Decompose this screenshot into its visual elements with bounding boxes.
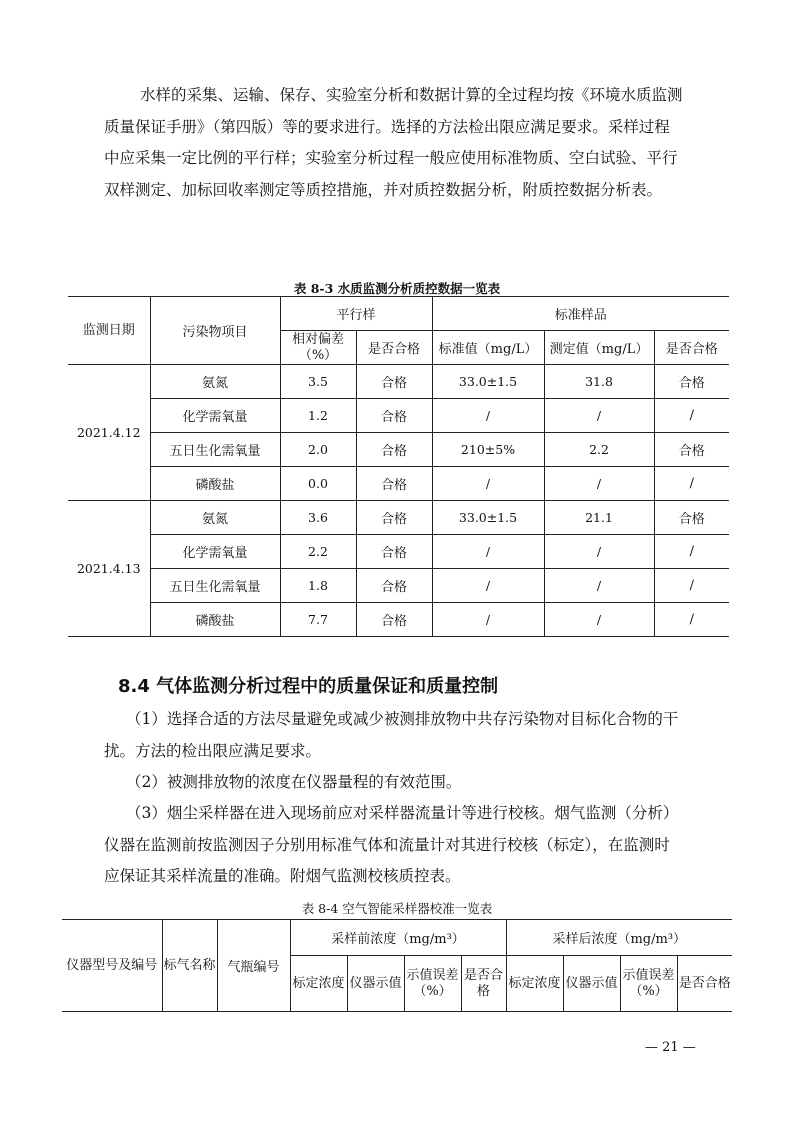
section-title: 8.4 气体监测分析过程中的质量保证和质量控制 bbox=[118, 676, 499, 697]
meas-cell: / bbox=[544, 603, 654, 637]
std-cell: / bbox=[432, 535, 544, 569]
section-item-3: （3）烟尘采样器在进入现场前应对采样器流量计等进行校核。烟气监测（分析）仪器在监测前按监测因子分别用标准气体和流量计对其进行校核（标定），在监测时应保证其采样流量的准确。附烟气监测校核质控表。 bbox=[104, 804, 679, 885]
table-row bbox=[68, 365, 729, 399]
item-cell: 氨氮 bbox=[150, 501, 280, 535]
meas-cell: / bbox=[544, 467, 654, 501]
item-cell: 磷酸盐 bbox=[150, 603, 280, 637]
header-pass: 是否合格 bbox=[677, 956, 732, 1012]
header-std-value: 标准值（mg/L） bbox=[432, 331, 544, 365]
table-row bbox=[68, 535, 729, 569]
pass1-cell: 合格 bbox=[356, 433, 432, 467]
table-row bbox=[68, 467, 729, 501]
dev-cell: 2.0 bbox=[280, 433, 356, 467]
pass1-cell: 合格 bbox=[356, 569, 432, 603]
std-cell: / bbox=[432, 467, 544, 501]
pass1-cell: 合格 bbox=[356, 365, 432, 399]
table-row bbox=[68, 501, 729, 535]
std-cell: 210±5% bbox=[432, 433, 544, 467]
header-std-conc: 标定浓度 bbox=[506, 956, 563, 1012]
dev-cell: 3.6 bbox=[280, 501, 356, 535]
pass2-cell: 合格 bbox=[654, 501, 729, 535]
std-cell: / bbox=[432, 399, 544, 433]
header-pass2: 是否合格 bbox=[654, 331, 729, 365]
std-cell: / bbox=[432, 603, 544, 637]
table1-caption: 表 8-3 水质监测分析质控数据一览表 bbox=[293, 281, 501, 296]
meas-cell: 31.8 bbox=[544, 365, 654, 399]
meas-cell: / bbox=[544, 569, 654, 603]
dev-cell: 3.5 bbox=[280, 365, 356, 399]
meas-cell: 2.2 bbox=[544, 433, 654, 467]
header-error: 示值误差（%） bbox=[620, 956, 677, 1012]
pass2-cell: 合格 bbox=[654, 365, 729, 399]
header-std-conc: 标定浓度 bbox=[290, 956, 347, 1012]
header-rel-dev: 相对偏差（%） bbox=[280, 331, 356, 365]
item-cell: 五日生化需氧量 bbox=[150, 433, 280, 467]
dev-cell: 1.2 bbox=[280, 399, 356, 433]
water-qc-table bbox=[68, 296, 729, 637]
pass2-cell: / bbox=[654, 467, 729, 501]
header-cylinder: 气瓶编号 bbox=[217, 920, 290, 1012]
pass2-cell: / bbox=[654, 535, 729, 569]
std-cell: / bbox=[432, 569, 544, 603]
date-cell: 2021.4.12 bbox=[68, 365, 150, 501]
header-date: 监测日期 bbox=[68, 297, 150, 365]
pass2-cell: 合格 bbox=[654, 433, 729, 467]
header-parallel: 平行样 bbox=[280, 297, 432, 331]
pass1-cell: 合格 bbox=[356, 501, 432, 535]
pass2-cell: / bbox=[654, 399, 729, 433]
date-cell: 2021.4.13 bbox=[68, 501, 150, 637]
meas-cell: / bbox=[544, 399, 654, 433]
pass1-cell: 合格 bbox=[356, 399, 432, 433]
dev-cell: 7.7 bbox=[280, 603, 356, 637]
dev-cell: 1.8 bbox=[280, 569, 356, 603]
pass1-cell: 合格 bbox=[356, 467, 432, 501]
table-row bbox=[68, 399, 729, 433]
section-item-1: （1）选择合适的方法尽量避免或减少被测排放物中共存污染物对目标化合物的干扰。方法的检出限应满足要求。 bbox=[104, 710, 679, 760]
item-cell: 化学需氧量 bbox=[150, 535, 280, 569]
header-inst-value: 仪器示值 bbox=[563, 956, 620, 1012]
table2-caption: 表 8-4 空气智能采样器校准一览表 bbox=[301, 901, 493, 916]
dev-cell: 2.2 bbox=[280, 535, 356, 569]
pass2-cell: / bbox=[654, 569, 729, 603]
pass1-cell: 合格 bbox=[356, 535, 432, 569]
header-before: 采样前浓度（mg/m³） bbox=[290, 920, 506, 956]
pass2-cell: / bbox=[654, 603, 729, 637]
meas-cell: / bbox=[544, 535, 654, 569]
item-cell: 五日生化需氧量 bbox=[150, 569, 280, 603]
dev-cell: 0.0 bbox=[280, 467, 356, 501]
page-number: — 21 — bbox=[645, 1040, 696, 1055]
header-std-gas: 标气名称 bbox=[162, 920, 217, 1012]
item-cell: 氨氮 bbox=[150, 365, 280, 399]
intro-paragraph: 水样的采集、运输、保存、实验室分析和数据计算的全过程均按《环境水质监测质量保证手册》（第四版）等的要求进行。选择的方法检出限应满足要求。采样过程中应采集一定比例的平行样；实验室分析过程一般应使用标准物质、空白试验、平行双样测定、加标回收率测定等质控措施，并对质控数据分析，附质控数据分析表。 bbox=[104, 86, 683, 199]
item-cell: 化学需氧量 bbox=[150, 399, 280, 433]
std-cell: 33.0±1.5 bbox=[432, 501, 544, 535]
header-standard: 标准样品 bbox=[432, 297, 729, 331]
header-pass1: 是否合格 bbox=[356, 331, 432, 365]
pass1-cell: 合格 bbox=[356, 603, 432, 637]
header-pollutant: 污染物项目 bbox=[150, 297, 280, 365]
header-pass: 是否合格 bbox=[461, 956, 506, 1012]
table-row bbox=[68, 433, 729, 467]
header-inst-value: 仪器示值 bbox=[347, 956, 404, 1012]
header-error: 示值误差（%） bbox=[404, 956, 461, 1012]
header-measured: 测定值（mg/L） bbox=[544, 331, 654, 365]
section-item-2: （2）被测排放物的浓度在仪器量程的有效范围。 bbox=[126, 773, 462, 791]
air-sampler-calibration-table bbox=[62, 919, 732, 1012]
table-row bbox=[68, 569, 729, 603]
header-after: 采样后浓度（mg/m³） bbox=[506, 920, 732, 956]
item-cell: 磷酸盐 bbox=[150, 467, 280, 501]
std-cell: 33.0±1.5 bbox=[432, 365, 544, 399]
header-instrument: 仪器型号及编号 bbox=[62, 920, 162, 1012]
table-row bbox=[68, 603, 729, 637]
meas-cell: 21.1 bbox=[544, 501, 654, 535]
